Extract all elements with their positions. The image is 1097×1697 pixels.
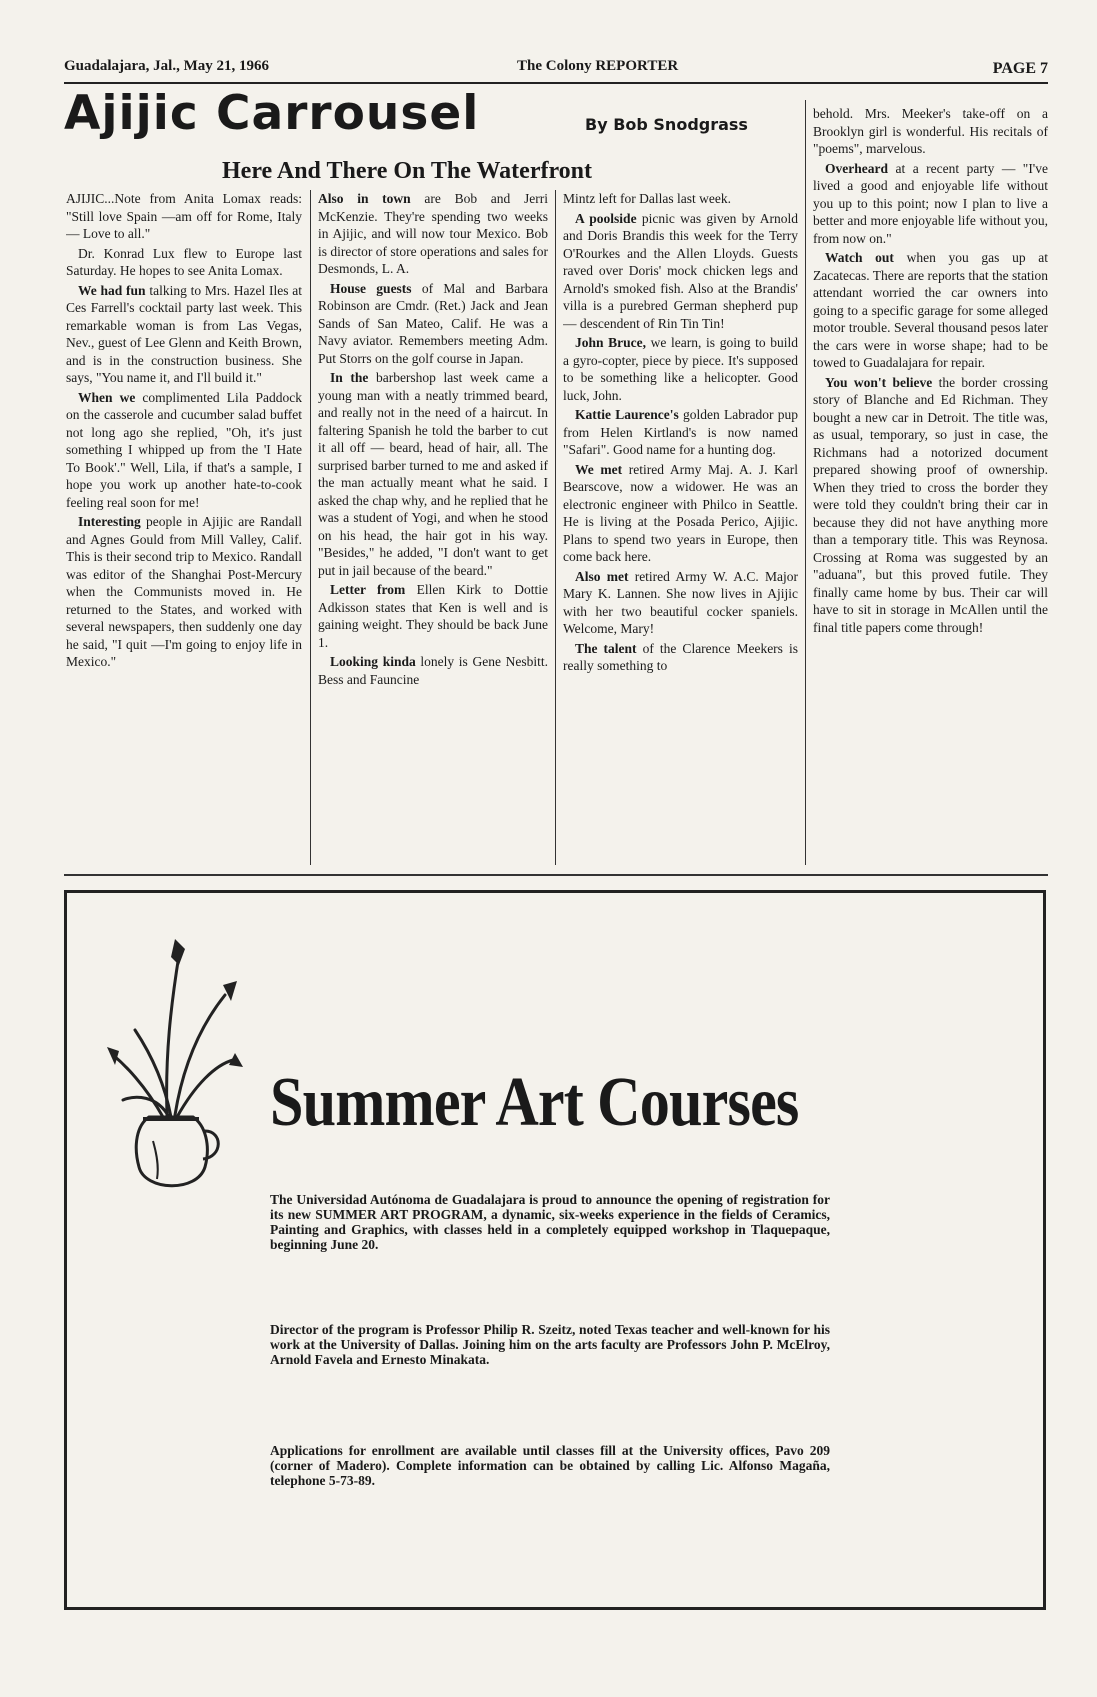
paragraph: Overheard at a recent party — "I've lived a good and enjoyable life without you up to this point; now I plan to live a better and more enjoyable life without you, from now on." — [813, 160, 1048, 246]
vase-with-brushes-icon — [105, 935, 245, 1205]
paragraph: A poolside picnic was given by Arnold and Doris Brandis this week for the Terry O'Rourkes and the Allen Lloyds. Guests raved over Doris' mock chicken legs and Arnold's smoked fish. Also at the Brandis' villa is a purebred German shepherd pup — descendent of Rin Tin Tin! — [563, 210, 798, 331]
paragraph: John Bruce, we learn, is going to build a gyro-copter, piece by piece. It's supposed to be something like a helicopter. Good luck, John. — [563, 335, 798, 403]
column-subtitle: Here And There On The Waterfront — [222, 158, 593, 184]
paragraph: Also met retired Army W. A.C. Major Mary K. Lannen. She now lives in Ajijic with her two beautiful cocker spaniels. Welcome, Mary! — [563, 568, 798, 636]
ad-paragraph-director: Director of the program is Professor Philip R. Szeitz, noted Texas teacher and well-known for his work at the University of Dallas. Joining him on the arts faculty are Professors John P. McElroy, Arnold Favela and Ernesto Minakata. — [270, 1322, 830, 1367]
section-divider — [64, 874, 1048, 876]
paragraph: Looking kinda lonely is Gene Nesbitt. Bess and Fauncine — [318, 654, 548, 687]
column-title: Ajijic Carrousel — [64, 86, 480, 141]
paragraph: Interesting people in Ajijic are Randall and Agnes Gould from Mill Valley, Calif. This is their second trip to Mexico. Randall was editor of the Shanghai Post-Mercury when the Communists moved in. He returned to the States, and worked with several newspapers, then suddenly one day he said, "I quit —I'm going to enjoy life in Mexico." — [66, 514, 302, 669]
dateline: Guadalajara, Jal., May 21, 1966 — [64, 58, 269, 74]
paragraph: behold. Mrs. Meeker's take-off on a Brooklyn girl is wonderful. His recitals of "poems", marvelous. — [813, 106, 1048, 156]
paragraph: We met retired Army Maj. A. J. Karl Bearscove, now a widower. He was an electronic engineer with Philco in Seattle. He is living at the Posada Perico, Ajijic. Plans to spend two years in Europe, then come back here. — [563, 461, 798, 564]
paragraph: The talent of the Clarence Meekers is really something to — [563, 640, 798, 673]
column-rule — [805, 100, 806, 865]
byline: By Bob Snodgrass — [585, 115, 748, 134]
paragraph: Watch out when you gas up at Zacatecas. There are reports that the station attendant worried the car owners into going to a specific garage for some alleged motor trouble. Several thousand pesos later the cars were in worse shape; had to be towed to Guadalajara for repair. — [813, 250, 1048, 370]
ad-paragraph-applications: Applications for enrollment are available until classes fill at the University offices, Pavo 209 (corner of Madero). Complete information can be obtained by calling Lic. Alfonso Magaña, telephone 5-73-89. — [270, 1443, 830, 1488]
article-column-4 — [813, 105, 1048, 865]
paragraph: Letter from Ellen Kirk to Dottie Adkisson states that Ken is well and is gaining weight. They should be back June 1. — [318, 582, 548, 650]
column-rule — [310, 190, 311, 865]
paragraph: AJIJIC...Note from Anita Lomax reads: "Still love Spain —am off for Rome, Italy— Love to all." — [66, 191, 302, 241]
paragraph: Dr. Konrad Lux flew to Europe last Saturday. He hopes to see Anita Lomax. — [66, 245, 302, 278]
paragraph: Mintz left for Dallas last week. — [563, 191, 731, 206]
paper-name: The Colony REPORTER — [517, 58, 679, 74]
ad-paragraph-registration: The Universidad Autónoma de Guadalajara is proud to announce the opening of registration for its new SUMMER ART PROGRAM, a dynamic, six-weeks experience in the fields of Ceramics, Painting and Graphics, with classes held in a completely equipped workshop in Tlaquepaque, beginning June 20. — [270, 1192, 830, 1252]
article-column-3 — [563, 190, 798, 865]
paragraph: House guests of Mal and Barbara Robinson are Cmdr. (Ret.) Jack and Jean Sands of San Mateo, Calif. He was a Navy aviator. Remembers meeting Adm. Put Storrs on the golf course in Japan. — [318, 280, 548, 366]
paragraph: We had fun talking to Mrs. Hazel Iles at Ces Farrell's cocktail party last week. This remarkable woman is from Las Vegas, Nev., guest of Lee Glenn and Keith Brown, and is in the construction business. She says, "You name it, and I'll build it." — [66, 282, 302, 385]
paragraph: Also in town are Bob and Jerri McKenzie. They're spending two weeks in Ajijic, and will now tour Mexico. Bob is director of store operations and sales for Desmonds, L. A. — [318, 191, 548, 276]
column-rule — [555, 190, 556, 865]
paragraph: When we complimented Lila Paddock on the casserole and cucumber salad buffet not long ago she replied, "Oh, it's just something I whipped up from the 'I Hate To Book'." Well, Lila, if that's a sample, I hope you work up another hate-to-cook feeling real soon for me! — [66, 389, 302, 510]
article-column-2 — [318, 190, 548, 865]
ad-title: Summer Art Courses — [270, 1064, 799, 1141]
masthead — [64, 56, 1048, 84]
article-column-1 — [66, 190, 302, 865]
page-number: PAGE 7 — [992, 60, 1048, 77]
paragraph: Kattie Laurence's golden Labrador pup from Helen Kirtland's is now named "Safari". Good name for a hunting dog. — [563, 407, 798, 457]
paragraph: In the barbershop last week came a young man with a neatly trimmed beard, and really not in the need of a haircut. In faltering Spanish he told the barber to cut it all off — beard, head of hair, all. The surprised barber turned to me and asked if the man actually meant what he said. I asked the chap why, and he replied that he was a student of Yogi, and when he stood on his head, the hair got in his way. "Besides," he added, "I don't want to get put in jail because of the beard." — [318, 370, 548, 578]
paragraph: You won't believe the border crossing story of Blanche and Ed Richman. They bought a new car in Detroit. The title was, as usual, temporary, so just in case, the Richmans had a notorized document prepared showing proof of ownership. When they tried to cross the border they were told they couldn't bring their car in because they did not have anything more than a temporary title. This was Reynosa. Crossing at Roma was suggested by an "aduana", but this proved futile. They finally came home by bus. Their car will have to sit in storage in McAllen until the final title papers come through! — [813, 374, 1048, 635]
